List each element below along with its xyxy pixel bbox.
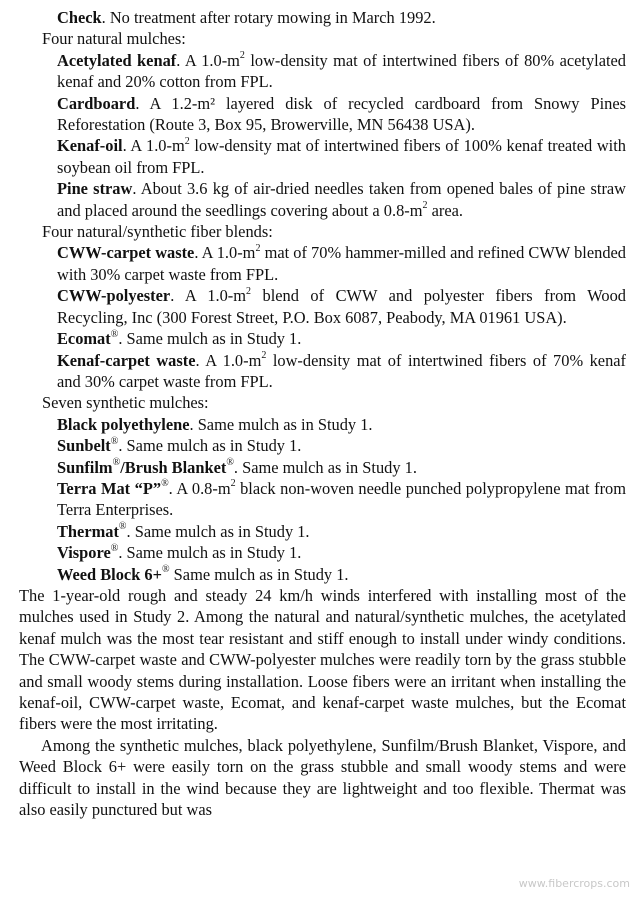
entry-text: . A 0.8-m [168,478,231,498]
registered-mark: ® [110,542,119,554]
entry-text: . A 1.0-m [122,136,185,156]
document-page [0,7,626,820]
entry-text: . A 1.0-m [194,243,256,263]
heading-blends: Four natural/synthetic fiber blends: [42,222,273,242]
heading-natural: Four natural mulches: [42,29,186,49]
entry-text: . Same mulch as in Study 1. [118,543,302,563]
entry-text: blend of CWW and polyester fibers from Wood Recycling, Inc (300 Forest Street, P.O. Box 6087, Peabody, MA 01961 USA). [57,286,626,327]
entry-text: . Same mulch as in Study 1. [126,521,310,541]
entry-text: low-density mat of intertwined fibers of 70% kenaf and 30% carpet waste from FPL. [57,350,626,391]
entry-text: black non-woven needle punched polypropylene mat from Terra Enterprises. [57,478,626,520]
entry-name: Cardboard [57,93,136,113]
superscript: 2 [246,285,252,297]
registered-mark: ® [161,564,170,576]
entry-text: . Same mulch as in Study 1. [189,414,373,434]
entry-name: Black polyethylene [57,414,190,434]
entry-text: . Same mulch as in Study 1. [118,436,302,456]
entry-kenaf-oil [0,135,626,178]
entry-name: Kenaf-carpet waste [57,350,196,370]
paragraph-installation: The 1-year-old rough and steady 24 km/h winds interfered with installing most of the mulches used in Study 2. Among the natural and natural/synthetic mulches, the acetylated kenaf mulch was the most tear resistant and stiff enough to install under windy conditions. The CWW-carpet waste and CWW-polyester mulches were readily torn by the grass stubble and small woody stems during installation. Loose fibers were an irritant when installing the kenaf-oil, CWW-carpet waste, Ecomat, and kenaf-carpet waste mulches, but the Ecomat fibers were the most irritating. [19,585,626,734]
entry-pine-straw [0,178,626,221]
entry-name: CWW-carpet waste [57,243,195,263]
entry-sunfilm [0,457,626,478]
entry-text: . A 1.0-m [176,50,240,70]
registered-mark: ® [161,478,169,490]
watermark: www.fibercrops.com [518,877,630,890]
entry-name: Pine straw [57,179,133,199]
entry-name: Check [57,8,102,27]
entry-name: Thermat [57,521,119,541]
entry-thermat [0,521,626,542]
entry-name: Sunfilm [57,457,113,477]
entry-text: mat of 70% hammer-milled and refined CWW blended with 30% carpet waste from FPL. [57,243,626,284]
entry-text: . A 1.0-m [170,286,247,306]
entry-cardboard [0,93,626,136]
heading-synthetic: Seven synthetic mulches: [42,393,209,413]
entry-name: Sunbelt [57,436,111,456]
entry-name: Kenaf-oil [57,136,123,156]
entry-ecomat [0,328,626,349]
entry-text: low-density mat of intertwined fibers of 100% kenaf treated with soybean oil from FPL. [57,136,626,177]
paragraph-synthetic: Among the synthetic mulches, black polyethylene, Sunfilm/Brush Blanket, Vispore, and Weed Block 6+ were easily torn on the grass stubble and small woody stems and were difficult to install in the wind because they are lightweight and too flexible. Thermat was also easily punctured but was [19,735,626,820]
registered-mark: ® [112,457,121,469]
registered-mark: ® [226,457,234,469]
registered-mark: ® [110,435,119,447]
superscript: 2 [255,243,261,254]
registered-mark: ® [118,521,127,533]
superscript: 2 [239,50,245,62]
entry-sunbelt [0,435,626,456]
entry-text: . Same mulch as in Study 1. [118,329,302,349]
entry-text: low-density mat of intertwined fibers of 80% acetylated kenaf and 20% cotton from FPL. [57,50,626,92]
registered-mark: ® [110,328,119,340]
entry-text: . No treatment after rotary mowing in March 1992. [101,8,436,27]
entry-name: Acetylated kenaf [57,50,177,70]
entry-text: . Same mulch as in Study 1. [233,457,417,477]
entry-text: . About 3.6 kg of air-dried needles taken from opened bales of pine straw and placed around the seedlings covering about a 0.8-m [57,179,627,220]
entry-name: Terra Mat “P” [57,478,162,498]
entry-acetylated-kenaf [0,50,626,93]
entry-text: . A 1.2-m² layered disk of recycled cardboard from Snowy Pines Reforestation (Route 3, Box 95, Browerville, MN 56438 USA). [57,93,626,135]
entry-name: /Brush Blanket [120,457,227,477]
entry-text: . A 1.0-m [195,350,262,370]
entry-vispore [0,542,626,563]
entry-black-polyethylene [0,414,626,435]
entry-cww-polyester [0,285,626,328]
entry-weed-block [0,564,626,585]
superscript: 2 [422,200,428,212]
entry-name: Ecomat [57,329,111,349]
superscript: 2 [230,478,236,490]
entry-text: Same mulch as in Study 1. [169,564,349,584]
entry-cww-carpet [0,242,626,285]
entry-terra-mat [0,478,626,521]
entry-name: CWW-polyester [57,286,171,306]
entry-text: area. [427,200,463,220]
entry-check [0,7,626,28]
entry-name: Weed Block 6+ [57,564,162,584]
superscript: 2 [261,350,267,362]
entry-name: Vispore [57,543,111,563]
superscript: 2 [184,135,190,147]
entry-kenaf-carpet [0,350,626,393]
